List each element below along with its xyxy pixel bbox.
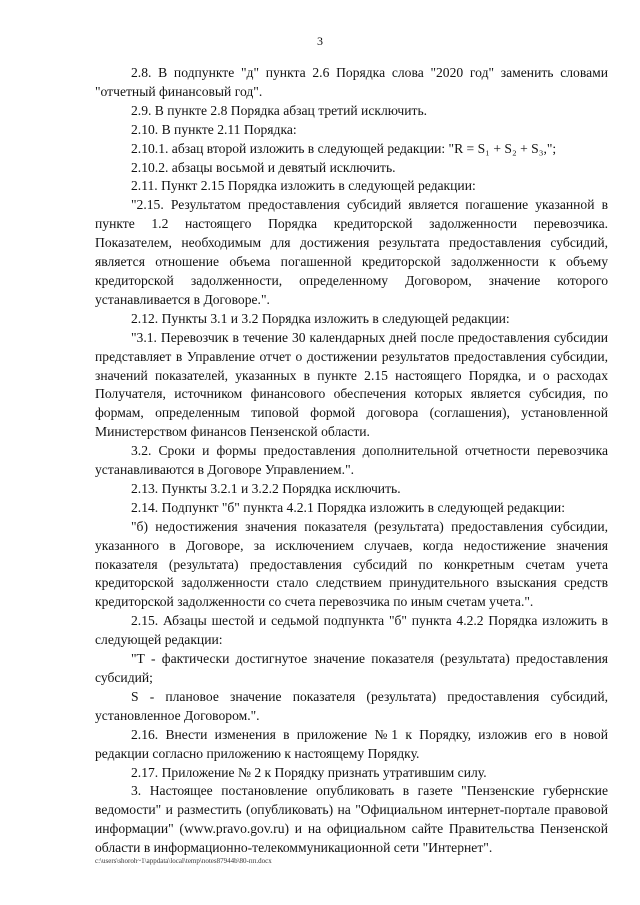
paragraph-2-10-1: 2.10.1. абзац второй изложить в следующей редакции: "R = S₁ + S₂ + S₃,"; bbox=[131, 140, 557, 156]
document-body bbox=[95, 64, 608, 858]
paragraph-2-12: 2.12. Пункты 3.1 и 3.2 Порядка изложить в следующей редакции: bbox=[131, 310, 510, 326]
paragraph-2-10: 2.10. В пункте 2.11 Порядка: bbox=[131, 121, 297, 137]
paragraph-3: 3. Настоящее постановление опубликовать в газете "Пензенские губернские ведомости" и разместить (опубликовать) на "Официальном интернет-портале правовой информации" (www.pravo.gov.ru) и на официальном сайте Правительства Пензенской области в информационно-телекоммуникационной сети "Интернет". bbox=[95, 783, 608, 856]
paragraph-2-16: 2.16. Внести изменения в приложение №1 к Порядку, изложив его в новой редакции согласно приложению к настоящему Порядку. bbox=[95, 726, 608, 761]
paragraph-quote-3-2: 3.2. Сроки и формы предоставления дополнительной отчетности перевозчика устанавливаются в Договоре Управлением.". bbox=[95, 443, 608, 478]
page-number: 3 bbox=[317, 34, 323, 48]
paragraph-2-11: 2.11. Пункт 2.15 Порядка изложить в следующей редакции: bbox=[131, 178, 476, 194]
paragraph-2-17: 2.17. Приложение № 2 к Порядку признать утратившим силу. bbox=[131, 764, 487, 780]
paragraph-2-15: 2.15. Абзацы шестой и седьмой подпункта "б" пункта 4.2.2 Порядка изложить в следующей редакции: bbox=[95, 613, 608, 648]
paragraph-2-10-2: 2.10.2. абзацы восьмой и девятый исключить. bbox=[131, 159, 396, 175]
paragraph-2-8: 2.8. В подпункте "д" пункта 2.6 Порядка слова "2020 год" заменить словами "отчетный финансовый год". bbox=[95, 65, 608, 99]
paragraph-quote-b: "б) недостижения значения показателя (результата) предоставления субсидии, указанного в Договоре, за исключением случаев, когда недостижение значения показателя (результата) предоставления субсидий по конкретным счетам учета кредиторской задолженности стало следствием принудительного взыскания средств кредиторской задолженности со счета перевозчика по иным счетам учета.". bbox=[95, 518, 608, 610]
paragraph-quote-s: S - плановое значение показателя (результата) предоставления субсидий, установленное Договором.". bbox=[95, 688, 608, 723]
paragraph-2-14: 2.14. Подпункт "б" пункта 4.2.1 Порядка изложить в следующей редакции: bbox=[131, 499, 565, 515]
paragraph-2-9: 2.9. В пункте 2.8 Порядка абзац третий исключить. bbox=[131, 102, 428, 118]
paragraph-quote-3-1: "3.1. Перевозчик в течение 30 календарных дней после предоставления субсидии представляет в Управление отчет о достижении результатов предоставления субсидии, значений показателей, указанных в пункте 2.15 настоящего Порядка, и о расходах Получателя, источником финансового обеспечения которых является субсидия, по формам, определенным типовой формой договора (соглашения), установленной Министерством финансов Пензенской области. bbox=[95, 329, 608, 440]
paragraph-quote-t: "Т - фактически достигнутое значение показателя (результата) предоставления субсидий; bbox=[95, 651, 608, 685]
paragraph-quote-2-15: "2.15. Результатом предоставления субсидий является погашение указанной в пункте 1.2 настоящего Порядка кредиторской задолженности перевозчика. Показателем, необходимым для достижения результата предоставления субсидий, является отношение объема погашенной кредиторской задолженности к объему кредиторской задолженности, определенному Договором, значение которого устанавливается в Договоре.". bbox=[95, 197, 608, 307]
paragraph-2-13: 2.13. Пункты 3.2.1 и 3.2.2 Порядка исключить. bbox=[131, 480, 401, 496]
footer-file-path: c:\users\shoroh~1\appdata\local\temp\notes87944b\80-пп.docx bbox=[95, 857, 272, 865]
